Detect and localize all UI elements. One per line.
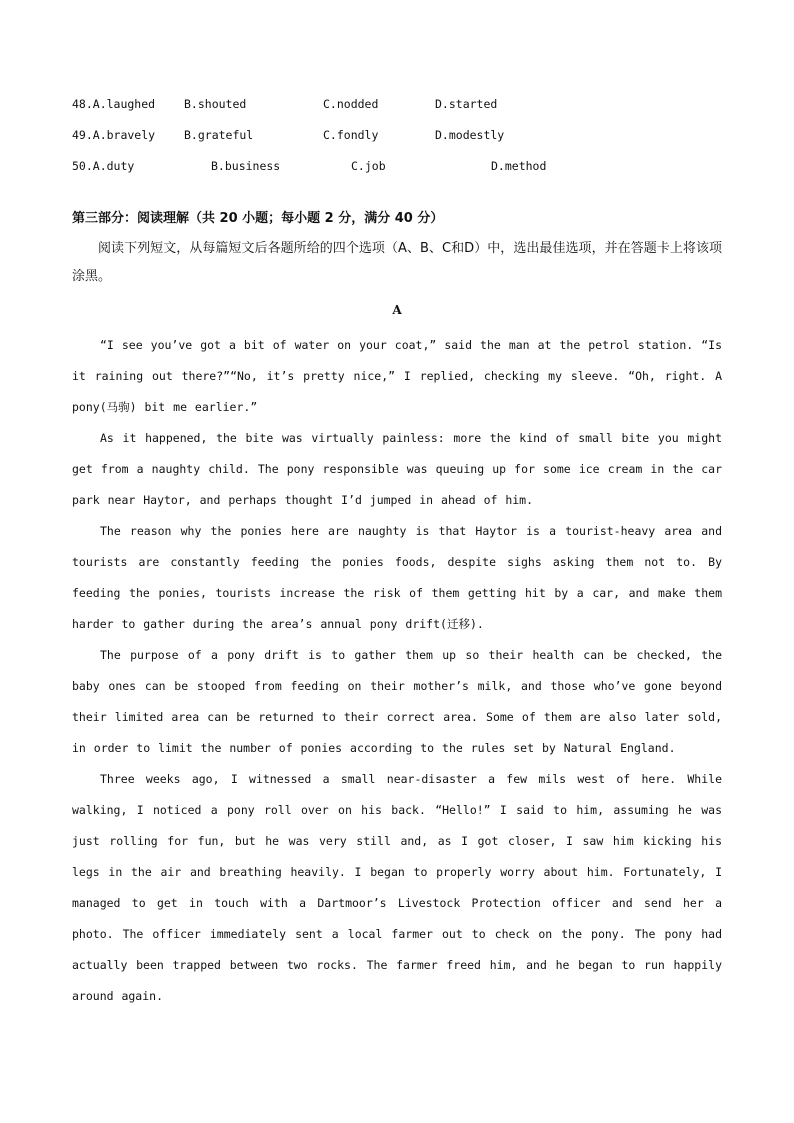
option-a: 48.A.laughed [72, 97, 156, 111]
option-c: C.job [351, 159, 386, 173]
option-d: D.modestly [435, 128, 505, 142]
option-d: D.started [435, 97, 498, 111]
option-b: B.shouted [184, 97, 247, 111]
option-b: B.business [211, 159, 281, 173]
passage-body [72, 330, 722, 1012]
option-a: 49.A.bravely [72, 128, 156, 142]
paragraph: The purpose of a pony drift is to gather them up so their health can be checked, the baby ones can be stooped from feeding on their mother’s milk, and those who’ve gone beyond their limited area can be returned to their correct area. Some of them are also later sold, in order to limit the number of ponies according to the rules set by Natural England. [72, 648, 722, 755]
paragraph: “I see you’ve got a bit of water on your coat,” said the man at the petrol station. “Is it raining out there?”“No, it’s pretty nice,” I replied, checking my sleeve. “Oh, right. A pony(马驹) bit me earlier.” [72, 338, 722, 414]
paragraph: Three weeks ago, I witnessed a small near-disaster a few mils west of here. While walking, I noticed a pony roll over on his back. “Hello!” I said to him, assuming he was just rolling for fun, but he was very still and, as I got closer, I saw him kicking his legs in the air and breathing heavily. I began to properly worry about him. Fortunately, I managed to get in touch with a Dartmoor’s Livestock Protection officer and send her a photo. The officer immediately sent a local farmer out to check on the pony. The pony had actually been trapped between two rocks. The farmer freed him, and he began to run happily around again. [72, 772, 722, 1003]
section-instructions: 阅读下列短文，从每篇短文后各题所给的四个选项（A、B、C和D）中，选出最佳选项，并在答题卡上将该项涂黑。 [72, 241, 722, 284]
option-d: D.method [491, 159, 547, 173]
paragraph: The reason why the ponies here are naughty is that Haytor is a tourist-heavy area and tourists are constantly feeding the ponies foods, despite sighs asking them not to. By feeding the ponies, tourists increase the risk of them getting hit by a car, and make them harder to gather during the area’s annual pony drift(迁移). [72, 524, 722, 631]
option-c: C.nodded [323, 97, 379, 111]
option-b: B.grateful [184, 128, 254, 142]
passage-label: A [392, 303, 402, 317]
option-c: C.fondly [323, 128, 379, 142]
paragraph: As it happened, the bite was virtually painless: more the kind of small bite you might get from a naughty child. The pony responsible was queuing up for some ice cream in the car park near Haytor, and perhaps thought I’d jumped in ahead of him. [72, 431, 722, 507]
section-heading: 第三部分：阅读理解（共 20 小题；每小题 2 分，满分 40 分） [72, 211, 444, 226]
option-a: 50.A.duty [72, 159, 135, 173]
